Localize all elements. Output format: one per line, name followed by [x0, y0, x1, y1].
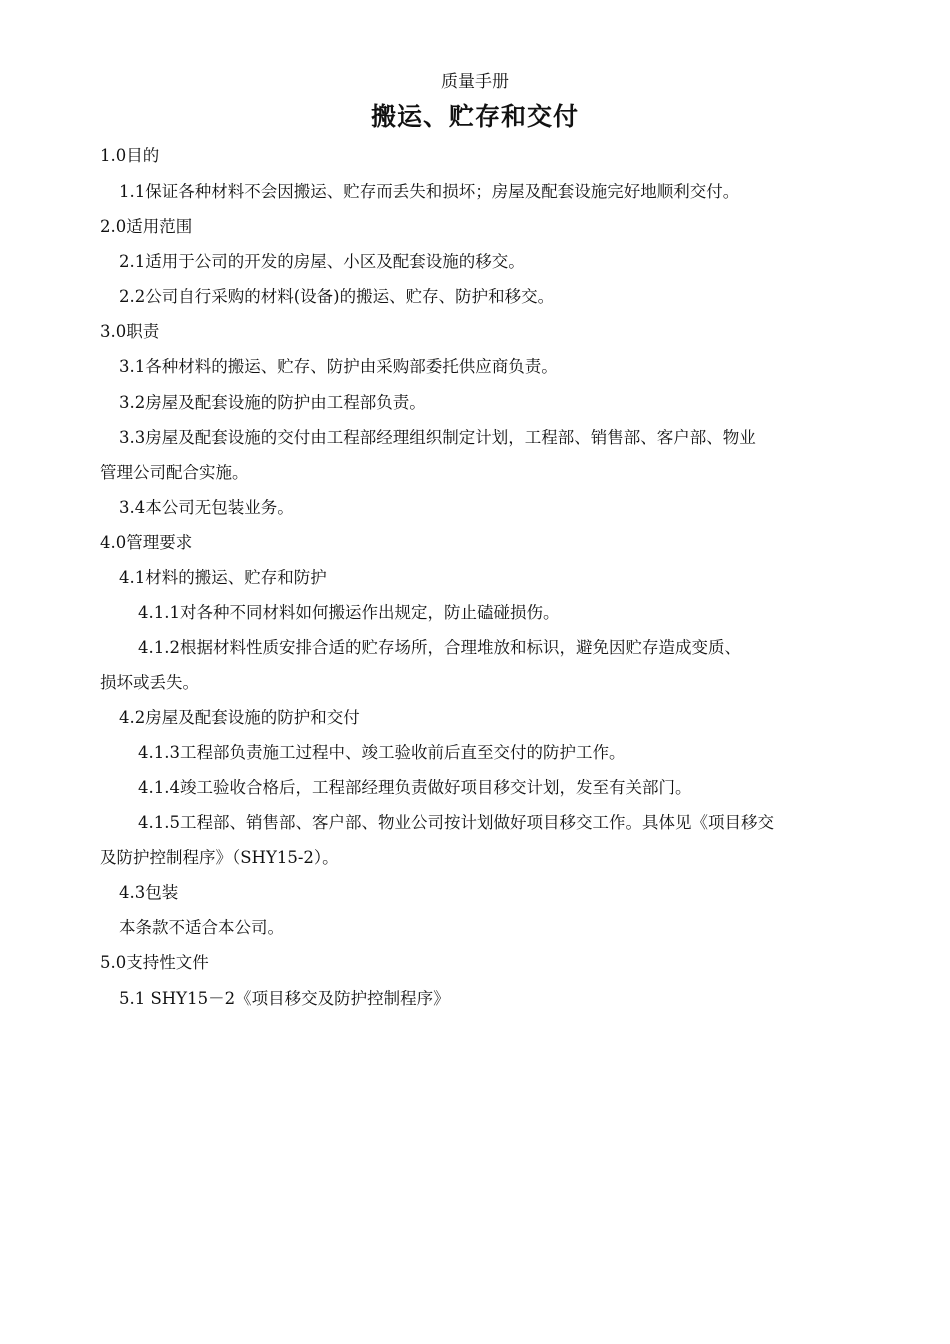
item-4-1-3: 4.1.3工程部负责施工过程中、竣工验收前后直至交付的防护工作。	[138, 743, 626, 762]
item-4-1-4: 4.1.4竣工验收合格后，工程部经理负责做好项目移交计划，发至有关部门。	[138, 778, 692, 797]
paragraph-2-1: 2.1适用于公司的开发的房屋、小区及配套设施的移交。	[119, 252, 525, 271]
item-4-1-5-continued: 及防护控制程序》（SHY15-2）。	[100, 848, 339, 867]
section-heading-purpose: 1.0目的	[100, 146, 160, 165]
paragraph-3-3: 3.3房屋及配套设施的交付由工程部经理组织制定计划，工程部、销售部、客户部、物业	[119, 428, 756, 447]
section-heading-responsibilities: 3.0职责	[100, 322, 160, 341]
item-4-1-5: 4.1.5工程部、销售部、客户部、物业公司按计划做好项目移交工作。具体见《项目移交	[138, 813, 774, 832]
document-title: 搬运、贮存和交付	[370, 102, 579, 131]
paragraph-3-2: 3.2房屋及配套设施的防护由工程部负责。	[119, 393, 426, 412]
subsection-4-1: 4.1材料的搬运、贮存和防护	[119, 568, 327, 587]
subsection-4-2: 4.2房屋及配套设施的防护和交付	[119, 708, 360, 727]
item-4-1-2: 4.1.2根据材料性质安排合适的贮存场所，合理堆放和标识，避免因贮存造成变质、	[138, 638, 741, 657]
paragraph-3-4: 3.4本公司无包装业务。	[119, 498, 294, 517]
paragraph-1-1: 1.1保证各种材料不会因搬运、贮存而丢失和损坏；房屋及配套设施完好地顺利交付。	[119, 182, 740, 201]
paragraph-3-1: 3.1各种材料的搬运、贮存、防护由采购部委托供应商负责。	[119, 357, 558, 376]
item-4-1-1: 4.1.1对各种不同材料如何搬运作出规定，防止磕碰损伤。	[138, 603, 560, 622]
paragraph-5-1: 5.1 SHY15－2《项目移交及防护控制程序》	[119, 989, 450, 1008]
item-4-1-2-continued: 损坏或丢失。	[100, 673, 199, 692]
section-heading-management: 4.0管理要求	[100, 533, 193, 552]
paragraph-2-2: 2.2公司自行采购的材料(设备)的搬运、贮存、防护和移交。	[119, 287, 555, 306]
section-heading-supporting-docs: 5.0支持性文件	[100, 953, 209, 972]
paragraph-3-3-continued: 管理公司配合实施。	[100, 463, 249, 482]
manual-category: 质量手册	[441, 72, 509, 92]
section-heading-scope: 2.0适用范围	[100, 217, 193, 236]
subsection-4-3: 4.3包装	[119, 883, 179, 902]
packaging-note: 本条款不适合本公司。	[119, 918, 284, 937]
